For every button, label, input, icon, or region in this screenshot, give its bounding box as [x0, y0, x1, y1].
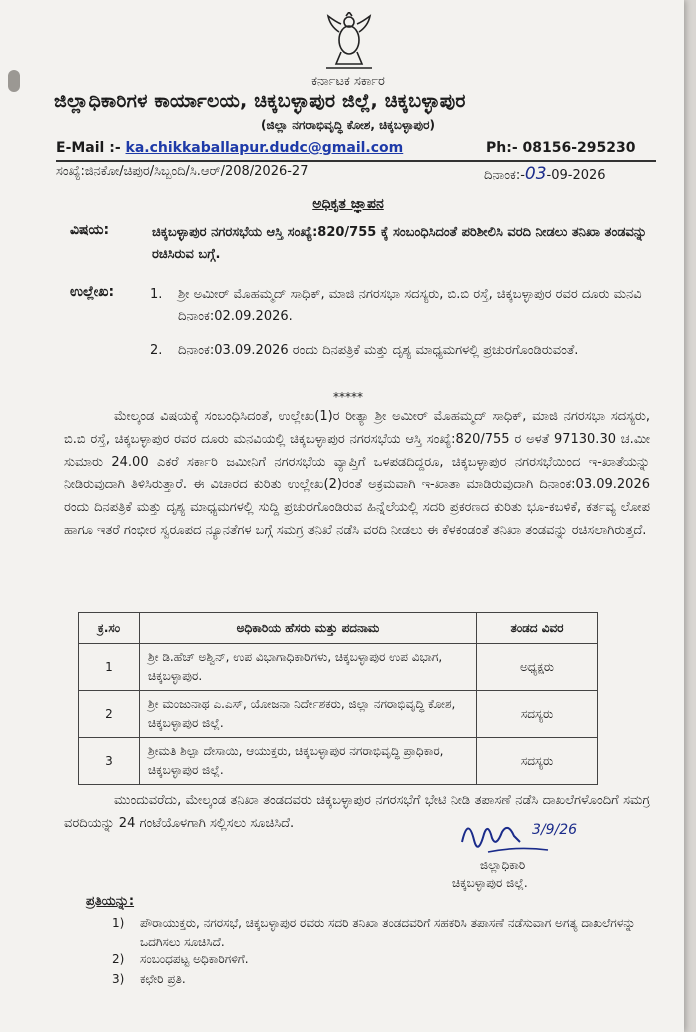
state-emblem-icon	[316, 12, 382, 72]
office-title: ಜಿಲ್ಲಾಧಿಕಾರಿಗಳ ಕಾರ್ಯಾಲಯ, ಚಿಕ್ಕಬಳ್ಳಾಪುರ ಜಿಲ್ಲೆ, ಚಿಕ್ಕಬಳ್ಳಾಪುರ	[54, 90, 466, 112]
cell-officer: ಶ್ರೀ ಡಿ.ಹೆಚ್ ಅಶ್ವಿನ್, ಉಪ ವಿಭಾಗಾಧಿಕಾರಿಗಳು, ಚಿಕ್ಕಬಳ್ಳಾಪುರ ಉಪ ವಿಭಾಗ, ಚಿಕ್ಕಬಳ್ಳಾಪುರ.	[140, 644, 477, 691]
date-label: ದಿನಾಂಕ:-	[484, 168, 525, 183]
date-month-year: -09-2026	[546, 168, 606, 183]
reference-text-1: ಶ್ರೀ ಅಮೀರ್ ಮೊಹಮ್ಮದ್ ಸಾಧಿಕ್, ಮಾಜಿ ನಗರಸಭಾ ಸದಸ್ಯರು, ಬಿ.ಬಿ ರಸ್ತೆ, ಚಿಕ್ಕಬಳ್ಳಾಪುರ ರವರ ದೂರು ಮನವಿ ದಿನಾಂಕ:02.09.2026.	[178, 287, 642, 324]
table-row	[79, 644, 598, 691]
table-row	[79, 738, 598, 785]
sub-department: (ಜಿಲ್ಲಾ ನಗರಾಭಿವೃದ್ಧಿ ಕೋಶ, ಚಿಕ್ಕಬಳ್ಳಾಪುರ)	[261, 118, 435, 132]
references-label: ಉಲ್ಲೇಖ:	[70, 284, 115, 300]
memo-heading: ಅಧಿಕೃತ ಜ್ಞಾಪನ	[312, 196, 384, 212]
copy-text-2: ಸಂಬಂಧಪಟ್ಟ ಅಧಿಕಾರಿಗಳಿಗೆ.	[140, 952, 249, 966]
cell-role: ಸದಸ್ಯರು	[477, 691, 598, 738]
handwritten-signature	[458, 812, 590, 860]
copy-text-3: ಕಛೇರಿ ಪ್ರತಿ.	[140, 972, 186, 986]
investigation-team-table	[78, 612, 598, 785]
reference-text-2: ದಿನಾಂಕ:03.09.2026 ರಂದು ದಿನಪತ್ರಿಕೆ ಮತ್ತು ದೃಶ್ಯ ಮಾಧ್ಯಮಗಳಲ್ಲಿ ಪ್ರಚುರಗೊಂಡಿರುವಂತೆ.	[178, 343, 579, 358]
copy-text-1: ಪೌರಾಯುಕ್ತರು, ನಗರಸಭೆ, ಚಿಕ್ಕಬಳ್ಳಾಪುರ ರವರು ಸದರಿ ತನಿಖಾ ತಂಡದವರಿಗೆ ಸಹಕರಿಸಿ ತಪಾಸಣೆ ನಡೆಸುವಾಗ ಅಗತ್ಯ ದಾಖಲೆಗಳನ್ನು ಒದಗಿಸಲು ಸೂಚಿಸಿದೆ.	[140, 916, 636, 949]
copy-number-3: 3)	[112, 972, 125, 986]
table-header-row	[79, 613, 598, 644]
email-line	[56, 140, 403, 156]
cell-serial: 3	[79, 738, 140, 785]
reference-number-2: 2.	[150, 343, 163, 358]
signatory-district: ಚಿಕ್ಕಬಳ್ಳಾಪುರ ಜಿಲ್ಲೆ.	[452, 876, 528, 890]
reference-number: ಸಂಖ್ಯೆ:ಜಿನಕೋ/ಚಿಪುರ/ಸಿಬ್ಬಂದಿ/ಸಿ.ಆರ್/208/2026-27	[56, 164, 309, 179]
cell-officer: ಶ್ರೀ ಮಂಜುನಾಥ ಎ.ಎಸ್, ಯೋಜನಾ ನಿರ್ದೇಶಕರು, ಜಿಲ್ಲಾ ನಗರಾಭಿವೃದ್ಧಿ ಕೋಶ, ಚಿಕ್ಕಬಳ್ಳಾಪುರ ಜಿಲ್ಲೆ.	[140, 691, 477, 738]
subject-text: ಚಿಕ್ಕಬಳ್ಳಾಪುರ ನಗರಸಭೆಯ ಆಸ್ತಿ ಸಂಖ್ಯೆ:820/755 ಕ್ಕೆ ಸಂಬಂಧಿಸಿದಂತೆ ಪರಿಶೀಲಿಸಿ ವರದಿ ನೀಡಲು ತನಿಖಾ ತಂಡವನ್ನು ರಚಿಸಿರುವ ಬಗ್ಗೆ.	[152, 225, 647, 262]
reference-number-1: 1.	[150, 287, 163, 302]
section-separator: *****	[333, 390, 363, 404]
email-address[interactable]: ka.chikkaballapur.dudc@gmail.com	[125, 140, 404, 156]
body-paragraph: ಮೇಲ್ಕಂಡ ವಿಷಯಕ್ಕೆ ಸಂಬಂಧಿಸಿದಂತೆ, ಉಲ್ಲೇಖ(1)ರ ರೀತ್ಯಾ ಶ್ರೀ ಅಮೀರ್ ಮೊಹಮ್ಮದ್ ಸಾಧಿಕ್, ಮಾಜಿ ನಗರಸಭಾ ಸದಸ್ಯರು, ಬಿ.ಬಿ ರಸ್ತೆ, ಚಿಕ್ಕಬಳ್ಳಾಪುರ ರವರ ದೂರು ಮನವಿಯಲ್ಲಿ ಚಿಕ್ಕಬಳ್ಳಾಪುರ ನಗರಸಭೆಯ ಆಸ್ತಿ ಸಂಖ್ಯೆ:820/755 ರ ಅಳತೆ 97130.30 ಚ.ಮೀ ಸುಮಾರು 24.00 ಎಕರೆ ಸರ್ಕಾರಿ ಜಮೀನಿಗೆ ನಗರಸಭೆಯ ವ್ಯಾಪ್ತಿಗೆ ಒಳಪಡದಿದ್ದರೂ, ಚಿಕ್ಕಬಳ್ಳಾಪುರ ನಗರಸಭೆಯಿಂದ ಇ-ಖಾತೆಯನ್ನು ನೀಡಿರುವುದಾಗಿ ತಿಳಿಸಿರುತ್ತಾರೆ. ಈ ವಿಚಾರದ ಕುರಿತು ಉಲ್ಲೇಖ(2)ರಂತೆ ಅಕ್ರಮವಾಗಿ ಇ-ಖಾತಾ ಮಾಡಿರುವುದಾಗಿ ದಿನಾಂಕ:03.09.2026 ರಂದು ದಿನಪತ್ರಿಕೆ ಮತ್ತು ದೃಶ್ಯ ಮಾಧ್ಯಮಗಳಲ್ಲಿ ಸುದ್ದಿ ಪ್ರಚುರಗೊಂಡಿರುವ ಹಿನ್ನೆಲೆಯಲ್ಲಿ ಸದರಿ ಪ್ರಕರಣದ ಕುರಿತು ಭೂ-ಕಬಳಿಕೆ, ಕರ್ತವ್ಯ ಲೋಪ ಹಾಗೂ ಇತರೆ ಗಂಭೀರ ಸ್ವರೂಪದ ನ್ಯೂನತೆಗಳ ಬಗ್ಗೆ ಸಮಗ್ರ ತನಿಖೆ ನಡೆಸಿ ವರದಿ ನೀಡಲು ಈ ಕೆಳಕಂಡಂತೆ ತನಿಖಾ ತಂಡವನ್ನು ರಚಿಸಲಾಗಿರುತ್ತದೆ.	[64, 409, 650, 538]
col-header-role: ತಂಡದ ವಿವರ	[477, 613, 598, 644]
copy-number-2: 2)	[112, 952, 125, 966]
cell-serial: 1	[79, 644, 140, 691]
cell-serial: 2	[79, 691, 140, 738]
table-row	[79, 691, 598, 738]
col-header-serial: ಕ್ರ.ಸಂ	[79, 613, 140, 644]
copy-number-1: 1)	[112, 916, 125, 930]
header-divider	[56, 160, 656, 162]
phone-number: Ph:- 08156-295230	[486, 140, 636, 156]
document-date	[484, 164, 606, 184]
email-label: E-Mail :-	[56, 140, 121, 156]
signatory-designation: ಜಿಲ್ಲಾಧಿಕಾರಿ	[480, 858, 526, 872]
signature-date-handwritten: 3/9/26	[532, 822, 578, 838]
col-header-officer: ಅಧಿಕಾರಿಯ ಹೆಸರು ಮತ್ತು ಪದನಾಮ	[140, 613, 477, 644]
government-title: ಕರ್ನಾಟಕ ಸರ್ಕಾರ	[311, 74, 385, 89]
subject-label: ವಿಷಯ:	[70, 222, 110, 238]
closing-paragraph: ಮುಂದುವರೆದು, ಮೇಲ್ಕಂಡ ತನಿಖಾ ತಂಡದವರು ಚಿಕ್ಕಬಳ್ಳಾಪುರ ನಗರಸಭೆಗೆ ಭೇಟಿ ನೀಡಿ ತಪಾಸಣೆ ನಡೆಸಿ ದಾಖಲೆಗಳೊಂದಿಗೆ ಸಮಗ್ರ ವರದಿಯನ್ನು 24 ಗಂಟೆಯೊಳಗಾಗಿ ಸಲ್ಲಿಸಲು ಸೂಚಿಸಿದೆ.	[64, 793, 650, 831]
cell-role: ಅಧ್ಯಕ್ಷರು	[477, 644, 598, 691]
copies-label: ಪ್ರತಿಯನ್ನು:	[86, 894, 135, 909]
cell-role: ಸದಸ್ಯರು	[477, 738, 598, 785]
cell-officer: ಶ್ರೀಮತಿ ಶಿಲ್ಪಾ ದೇಸಾಯಿ, ಆಯುಕ್ತರು, ಚಿಕ್ಕಬಳ್ಳಾಪುರ ನಗರಾಭಿವೃದ್ಧಿ ಪ್ರಾಧಿಕಾರ, ಚಿಕ್ಕಬಳ್ಳಾಪುರ ಜಿಲ್ಲೆ.	[140, 738, 477, 785]
date-day-handwritten: 03	[524, 164, 547, 184]
